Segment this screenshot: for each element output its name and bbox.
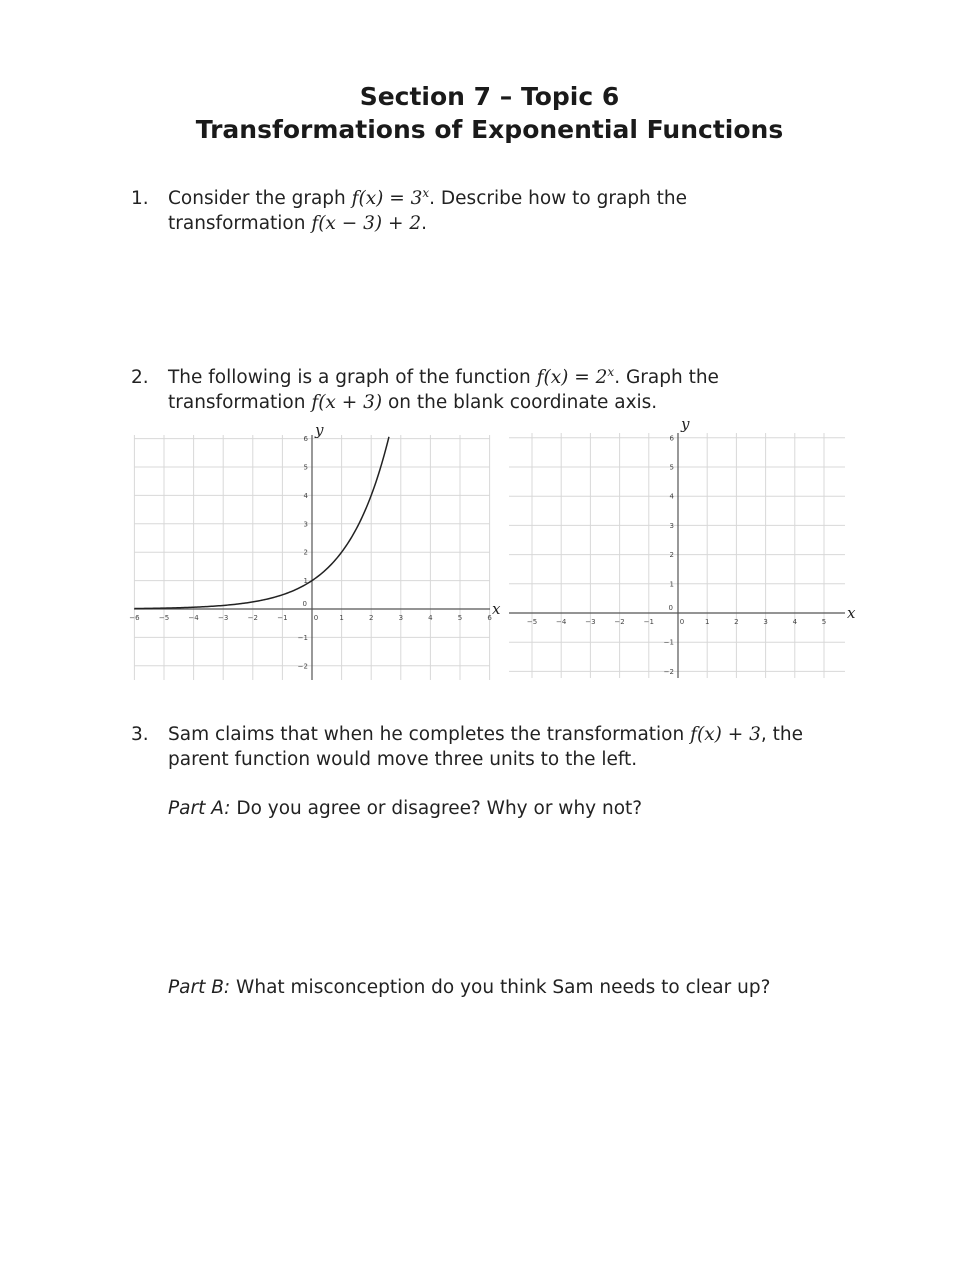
x-tick-label: 6 [487,614,492,622]
x-tick-label: −3 [218,614,229,622]
section-title: Section 7 – Topic 6 [359,82,620,111]
graph-blank-axis[interactable] [495,413,865,683]
x-tick-label: −5 [526,618,538,626]
y-tick-label: 0 [668,604,673,612]
transformation-expression: f(x) + 3 [690,724,761,745]
part-a-text: Do you agree or disagree? Why or why not? [230,798,643,819]
x-tick-label: 2 [368,614,374,622]
x-tick-label: −2 [247,614,258,622]
y-tick-label: −1 [663,638,674,647]
series-curve [134,437,389,609]
y-tick-label: 6 [303,435,308,444]
question-number: 2. [131,367,149,388]
part-a [168,798,642,819]
function-expression: f(x) = 2 [536,367,608,388]
question-2 [131,365,871,417]
y-axis-label: y [681,415,690,433]
function-expression: f(x) = 3 [351,188,423,209]
y-tick-label: 4 [303,491,308,500]
graph-exponential [120,420,505,685]
x-tick-label: 3 [763,618,768,626]
y-tick-label: 1 [669,580,674,589]
y-tick-label: 0 [302,600,307,608]
y-tick-label: 2 [669,551,674,560]
question-3 [131,722,871,774]
x-tick-label: −3 [585,618,596,626]
x-tick-label: 1 [339,614,344,622]
y-tick-label: 1 [303,577,308,586]
x-tick-label: 5 [821,618,827,626]
question-number: 3. [131,724,149,745]
question-1 [131,186,871,238]
y-tick-label: −1 [297,633,308,642]
question-text: Sam claims that when he completes the transformation f(x) + 3, the parent function would move three units to the left. [168,724,803,770]
transformation-expression: f(x − 3) + 2 [311,213,422,234]
x-tick-label: −4 [188,614,199,622]
part-b-label: Part B: [168,977,231,998]
x-tick-label: 5 [457,614,463,622]
y-tick-label: 3 [303,520,308,529]
y-tick-label: 5 [669,463,674,472]
x-tick-label: −5 [158,614,170,622]
x-tick-label: 0 [313,614,319,622]
y-tick-label: 3 [669,521,674,530]
x-tick-label: 3 [398,614,404,622]
x-tick-label: −4 [556,618,567,626]
x-tick-label: 0 [679,618,685,626]
part-b-text: What misconception do you think Sam needs to clear up? [230,977,771,998]
transformation-expression: f(x + 3) [311,392,383,413]
y-tick-label: −2 [297,662,308,671]
x-tick-label: 1 [704,618,710,626]
y-tick-label: −2 [663,667,674,676]
y-tick-label: 5 [303,463,308,472]
question-text: The following is a graph of the function $f(x) = 2^x$. Graph the transformation f(x + 3) on the blank coordinate axis. [168,364,719,413]
y-tick-label: 4 [669,492,674,501]
x-tick-label: −6 [129,614,140,622]
x-axis-label: x [492,600,501,618]
question-text: Consider the graph $f(x) = 3^x$. Describe how to graph the transformation f(x − 3) + 2. [168,185,688,234]
y-tick-label: 6 [669,434,674,443]
x-tick-label: −1 [277,614,288,622]
y-tick-label: 2 [303,548,308,557]
part-b [168,977,770,998]
x-axis-label: x [847,604,856,622]
topic-title: Transformations of Exponential Functions [195,115,784,144]
x-tick-label: 4 [792,618,798,626]
x-tick-label: −2 [614,618,625,626]
part-a-label: Part A: [168,798,231,819]
y-axis-label: y [315,421,324,439]
x-tick-label: −1 [643,618,654,626]
x-tick-label: 4 [428,614,433,622]
question-number: 1. [131,188,149,209]
x-tick-label: 2 [734,618,739,626]
